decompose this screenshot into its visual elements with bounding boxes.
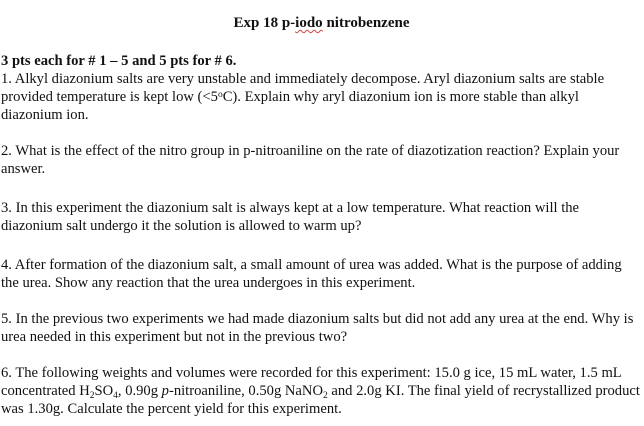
question-5: 5. In the previous two experiments we had made diazonium salts but did not add any urea at the end. Why is urea needed in this experiment but not in the previous two?: [1, 311, 634, 345]
title-spellcheck-word: iodo: [295, 15, 323, 31]
subscript-2b: 2: [322, 391, 328, 401]
subscript-4: 4: [113, 391, 118, 401]
question-6-text-1: 6. The following weights and volumes were recorded for this experiment: 15.0 g ice, 15 mL water, 1.5 mL concentrated H: [1, 365, 622, 399]
degree-superscript: o: [217, 90, 223, 100]
italic-p: p: [161, 383, 169, 399]
question-1-text-a: 1. Alkyl diazonium salts are very unstable and immediately decompose. Aryl diazonium salts are stable provided temperature is kept low (<5: [1, 71, 605, 105]
subscript-2: 2: [89, 391, 95, 401]
title-suffix: nitrobenzene: [322, 15, 410, 31]
question-1: [1, 70, 642, 124]
question-2: 2. What is the effect of the nitro group in p-nitroaniline on the rate of diazotization reaction? Explain your answer.: [1, 143, 620, 177]
question-6: [1, 364, 642, 418]
question-6-text-4: -nitroaniline, 0.50g NaNO: [168, 383, 323, 399]
question-6-text-5: and 2.0g KI. The final yield of recrystallized product was 1.30g. Calculate the percent yield for this experiment.: [1, 383, 640, 417]
question-4: 4. After formation of the diazonium salt, a small amount of urea was added. What is the purpose of adding the urea. Show any reaction that the urea undergoes in this experiment.: [1, 257, 622, 291]
question-1-text-b: C). Explain why aryl diazonium ion is more stable than alkyl diazonium ion.: [1, 89, 579, 123]
question-6-text-3: , 0.90g: [117, 383, 162, 399]
title-prefix: Exp 18 p-: [233, 15, 296, 31]
question-6-text-2: SO: [94, 383, 114, 399]
question-3: 3. In this experiment the diazonium salt is always kept at a low temperature. What reaction will the diazonium salt undergo it the solution is allowed to warm up?: [1, 200, 580, 234]
points-instruction: 3 pts each for # 1 – 5 and 5 pts for # 6.: [1, 53, 237, 69]
page-title: [1, 0, 642, 32]
